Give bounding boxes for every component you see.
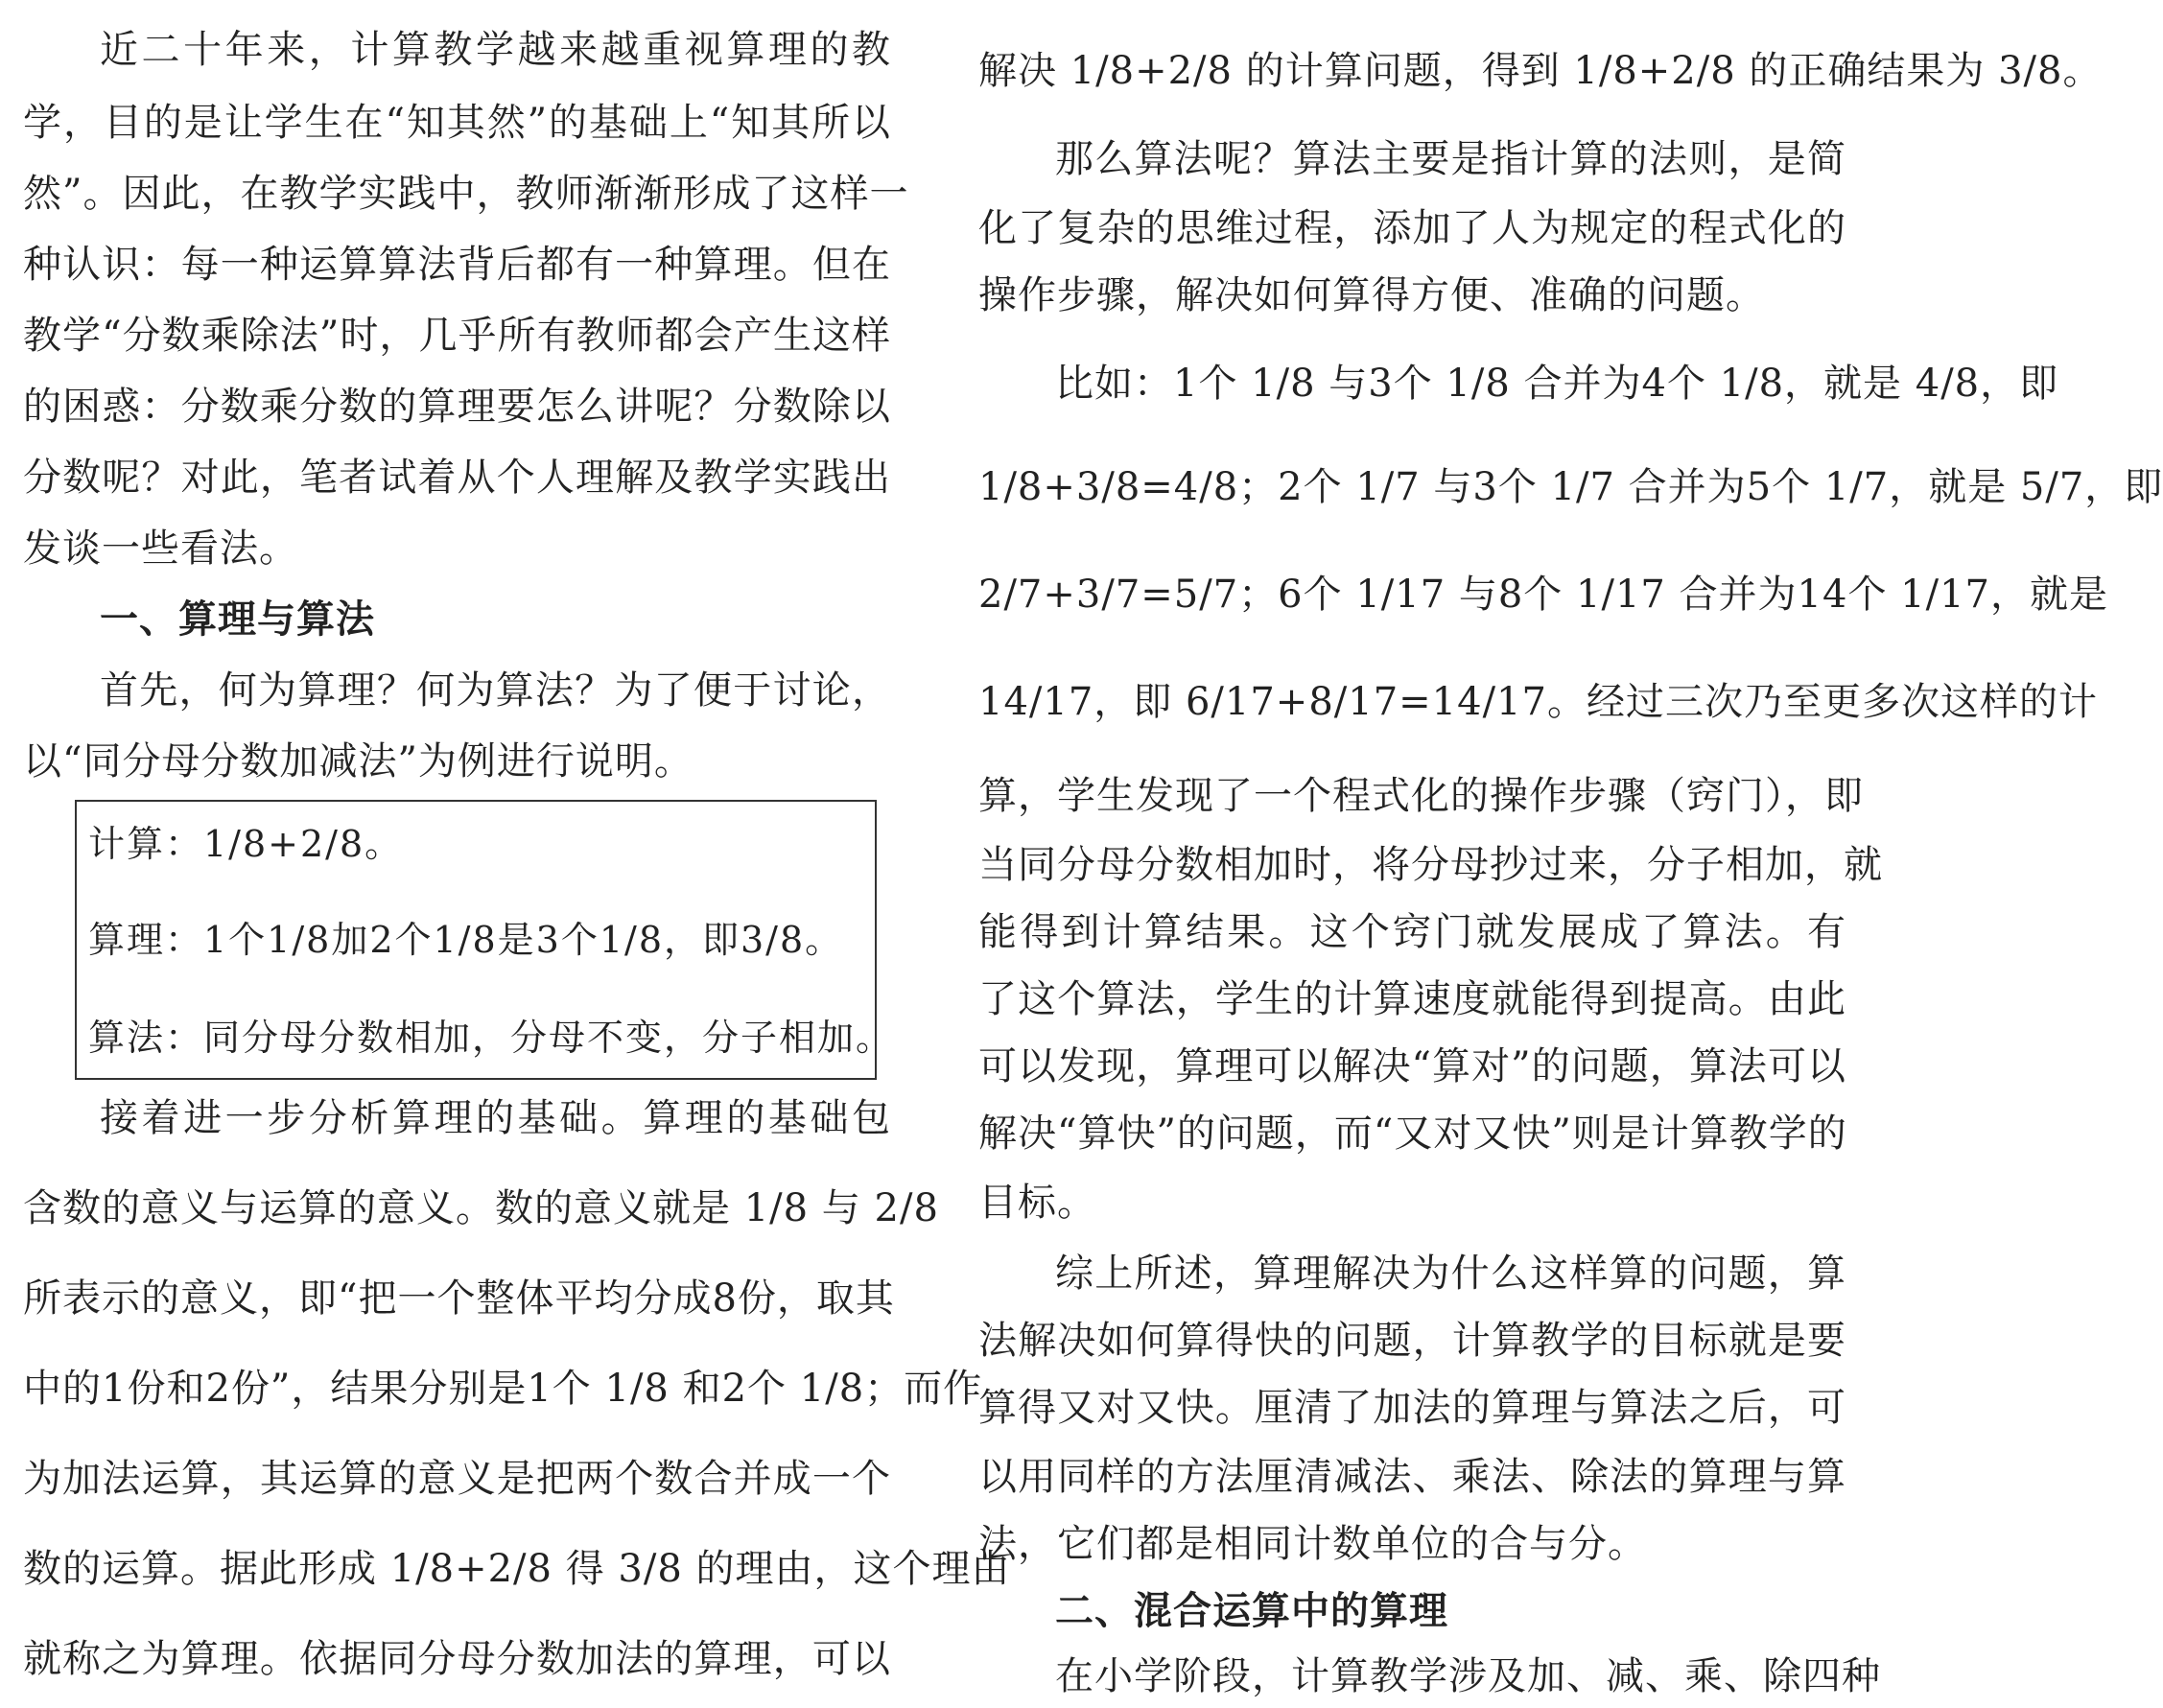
- text-line: 目标。: [978, 1181, 1096, 1225]
- text-line: 发谈一些看法。: [23, 526, 298, 571]
- text-line: 然”。因此，在教学实践中，教师渐渐形成了这样一: [23, 172, 909, 216]
- example-box: [75, 800, 895, 1080]
- text-line: 算得又对又快。厘清了加法的算理与算法之后，可: [978, 1386, 1846, 1430]
- text-line: 的困惑：分数乘分数的算理要怎么讲呢？分数除以: [23, 385, 891, 429]
- text-line: 了这个算法，学生的计算速度就能得到提高。由此: [978, 977, 1846, 1021]
- text-line: 学，目的是让学生在“知其然”的基础上“知其所以: [23, 101, 891, 145]
- text-line: 解决“算快”的问题，而“又对又快”则是计算教学的: [978, 1111, 1847, 1156]
- text-line: 当同分母分数相加时，将分母抄过来，分子相加，就: [978, 843, 1883, 887]
- text-line: 教学“分数乘除法”时，几乎所有教师都会产生这样: [23, 314, 891, 358]
- text-line: 中的1份和2份”，结果分别是1个 1/8 和2个 1/8；而作: [23, 1367, 983, 1411]
- text-line: 算，学生发现了一个程式化的操作步骤（窍门），即: [978, 774, 1864, 818]
- text-line: 首先，何为算理？何为算法？为了便于讨论，: [100, 668, 891, 713]
- text-line: 分数呢？对此，笔者试着从个人理解及教学实践出: [23, 456, 891, 500]
- section-heading: 二、混合运算中的算理: [1055, 1588, 1448, 1633]
- text-line: 算法：同分母分数相加，分母不变，分子相加。: [88, 1017, 895, 1059]
- text-line: 就称之为算理。依据同分母分数加法的算理，可以: [23, 1637, 891, 1681]
- text-line: 接着进一步分析算理的基础。算理的基础包: [100, 1096, 891, 1140]
- text-line: 以用同样的方法厘清减法、乘法、除法的算理与算: [978, 1455, 1846, 1499]
- text-line: 比如：1个 1/8 与3个 1/8 合并为4个 1/8，就是 4/8，即: [1055, 362, 2059, 406]
- text-line: 1/8+3/8=4/8；2个 1/7 与3个 1/7 合并为5个 1/7，就是 5/7，即: [978, 465, 2163, 509]
- text-line: 能得到计算结果。这个窍门就发展成了算法。有: [978, 910, 1846, 954]
- section-heading: 一、算理与算法: [100, 597, 375, 642]
- text-line: 计算：1/8+2/8。: [88, 823, 404, 865]
- text-line: 以“同分母分数加减法”为例进行说明。: [23, 739, 694, 784]
- text-line: 所表示的意义，即“把一个整体平均分成8份，取其: [23, 1276, 895, 1321]
- text-line: 种认识：每一种运算算法背后都有一种算理。但在: [23, 243, 891, 287]
- text-line: 综上所述，算理解决为什么这样算的问题，算: [1055, 1252, 1846, 1296]
- text-line: 法，它们都是相同计数单位的合与分。: [978, 1522, 1647, 1566]
- text-line: 可以发现，算理可以解决“算对”的问题，算法可以: [978, 1044, 1846, 1088]
- text-line: 操作步骤，解决如何算得方便、准确的问题。: [978, 273, 1765, 317]
- text-line: 化了复杂的思维过程，添加了人为规定的程式化的: [978, 206, 1846, 250]
- text-line: 2/7+3/7=5/7；6个 1/17 与8个 1/17 合并为14个 1/17，就是: [978, 573, 2108, 617]
- text-line: 14/17，即 6/17+8/17=14/17。经过三次乃至更多次这样的计: [978, 680, 2098, 724]
- text-line: 在小学阶段，计算教学涉及加、减、乘、除四种: [1055, 1654, 1881, 1698]
- text-line: 那么算法呢？算法主要是指计算的法则，是简: [1055, 137, 1846, 181]
- text-line: 数的运算。据此形成 1/8+2/8 得 3/8 的理由，这个理由: [23, 1547, 1011, 1591]
- text-line: 法解决如何算得快的问题，计算教学的目标就是要: [978, 1319, 1846, 1363]
- text-line: 含数的意义与运算的意义。数的意义就是 1/8 与 2/8: [23, 1186, 939, 1230]
- text-line: 近二十年来，计算教学越来越重视算理的教: [100, 28, 891, 72]
- text-line: 为加法运算，其运算的意义是把两个数合并成一个: [23, 1457, 891, 1501]
- text-line: 解决 1/8+2/8 的计算问题，得到 1/8+2/8 的正确结果为 3/8。: [978, 49, 2103, 93]
- text-line: 算理：1个1/8加2个1/8是3个1/8，即3/8。: [88, 919, 844, 961]
